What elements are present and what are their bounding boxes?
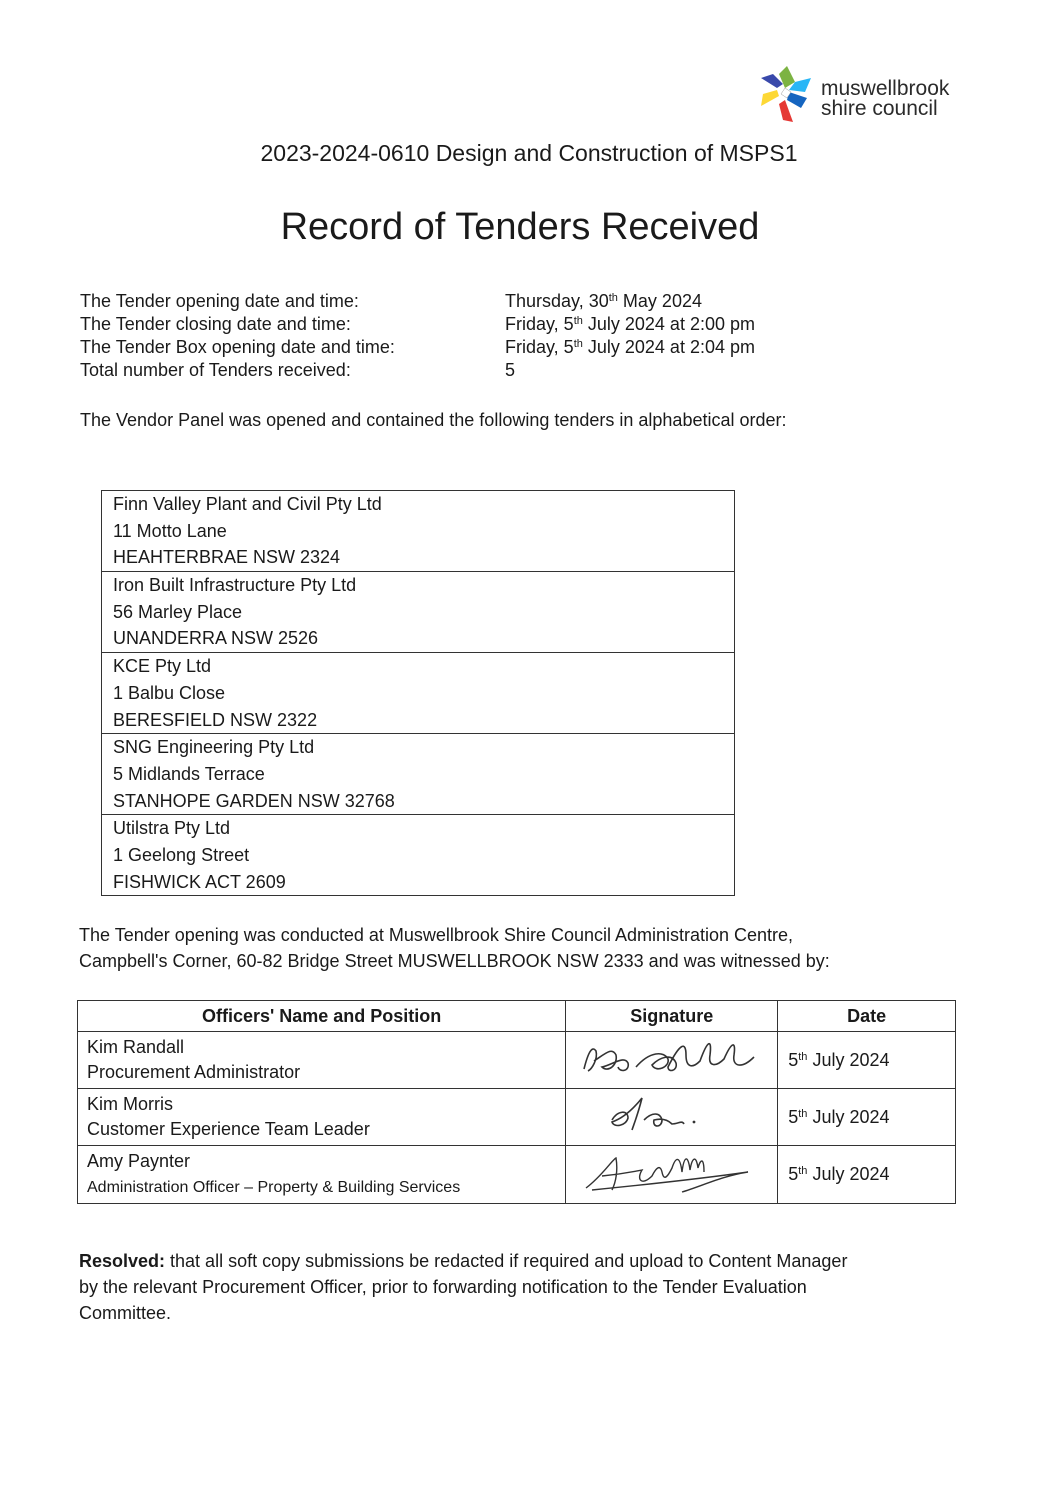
witness-line1: The Tender opening was conducted at Muswellbrook Shire Council Administration Centre,: [79, 925, 794, 945]
tender-name: Utilstra Pty Ltd: [113, 818, 231, 839]
detail-value: Thursday, 30th May 2024: [505, 291, 702, 311]
column-header-date: Date: [778, 1001, 956, 1032]
table-row: [78, 1089, 956, 1146]
officer-name: Amy Paynter: [87, 1151, 191, 1171]
tender-name: SNG Engineering Pty Ltd: [113, 737, 315, 758]
tender-name: Iron Built Infrastructure Pty Ltd: [113, 575, 357, 596]
detail-value: Friday, 5th July 2024 at 2:04 pm: [505, 337, 755, 357]
tender-entry: [102, 653, 735, 734]
officer-name: Kim Randall: [87, 1037, 185, 1057]
signature-cell: [566, 1146, 778, 1204]
logo-mark-icon: [755, 62, 819, 128]
column-header-name: Officers' Name and Position: [78, 1001, 566, 1032]
tender-locality: UNANDERRA NSW 2526: [113, 628, 319, 649]
tender-locality: STANHOPE GARDEN NSW 32768: [113, 790, 395, 811]
table-row: [102, 572, 735, 653]
tenders-table: [101, 490, 735, 896]
table-row: [78, 1146, 956, 1204]
officer-cell: [78, 1089, 566, 1146]
tender-street: 1 Geelong Street: [113, 844, 250, 865]
officers-table: [77, 1000, 956, 1204]
witness-statement: [79, 922, 979, 974]
tender-street: 56 Marley Place: [113, 601, 243, 622]
resolution: [79, 1248, 979, 1326]
table-row: [102, 653, 735, 734]
resolution-label: Resolved:: [79, 1251, 166, 1271]
signature-cell: [566, 1089, 778, 1146]
table-header-row: [78, 1001, 956, 1032]
tender-locality: BERESFIELD NSW 2322: [113, 709, 318, 730]
officer-position: Customer Experience Team Leader: [87, 1119, 370, 1139]
vendor-panel-intro: The Vendor Panel was opened and contained the following tenders in alphabetical order:: [80, 410, 787, 430]
tender-street: 11 Motto Lane: [113, 520, 227, 541]
council-logo: [755, 62, 985, 132]
date-cell: 5th July 2024: [778, 1032, 956, 1089]
tender-locality: HEAHTERBRAE NSW 2324: [113, 547, 341, 568]
signature-kim-morris: [572, 1090, 772, 1140]
officer-position: Procurement Administrator: [87, 1062, 301, 1082]
officer-cell: [78, 1032, 566, 1089]
detail-label: The Tender opening date and time:: [80, 291, 359, 311]
detail-label: The Tender Box opening date and time:: [80, 337, 395, 357]
tender-street: 5 Midlands Terrace: [113, 763, 265, 784]
resolution-line1: that all soft copy submissions be redacted if required and upload to Content Manager: [165, 1251, 848, 1271]
table-row: [78, 1032, 956, 1089]
page-title: Record of Tenders Received: [280, 206, 760, 248]
detail-value: Friday, 5th July 2024 at 2:00 pm: [505, 314, 755, 334]
table-row: [102, 491, 735, 572]
logo-text-line1: muswellbrook: [821, 77, 950, 100]
tender-name: KCE Pty Ltd: [113, 656, 212, 677]
detail-label: The Tender closing date and time:: [80, 314, 351, 334]
date-cell: 5th July 2024: [778, 1146, 956, 1204]
officer-position: Administration Officer – Property & Building Services: [87, 1179, 461, 1196]
tender-entry: [102, 572, 735, 653]
table-row: [102, 815, 735, 896]
signature-cell: [566, 1032, 778, 1089]
detail-label: Total number of Tenders received:: [80, 360, 351, 380]
logo-text-line2: shire council: [821, 97, 938, 120]
witness-line2: Campbell's Corner, 60-82 Bridge Street MUSWELLBROOK NSW 2333 and was witnessed by:: [79, 951, 830, 971]
tender-entry: [102, 815, 735, 896]
date-cell: 5th July 2024: [778, 1089, 956, 1146]
column-header-signature: Signature: [566, 1001, 778, 1032]
officer-name: Kim Morris: [87, 1094, 173, 1114]
tender-locality: FISHWICK ACT 2609: [113, 871, 286, 892]
detail-value: 5: [505, 360, 516, 380]
tender-name: Finn Valley Plant and Civil Pty Ltd: [113, 494, 382, 514]
tender-entry: [102, 491, 735, 572]
signature-kim-randall: [572, 1033, 772, 1083]
tender-street: 1 Balbu Close: [113, 682, 226, 703]
table-row: [102, 734, 735, 815]
officer-cell: [78, 1146, 566, 1204]
tender-entry: [102, 734, 735, 815]
resolution-line3: Committee.: [79, 1303, 172, 1323]
signature-amy-paynter: [572, 1146, 772, 1198]
tender-reference: 2023-2024-0610 Design and Construction of MSPS1: [260, 140, 798, 166]
resolution-line2: by the relevant Procurement Officer, prior to forwarding notification to the Tender Evaluation: [79, 1277, 807, 1297]
